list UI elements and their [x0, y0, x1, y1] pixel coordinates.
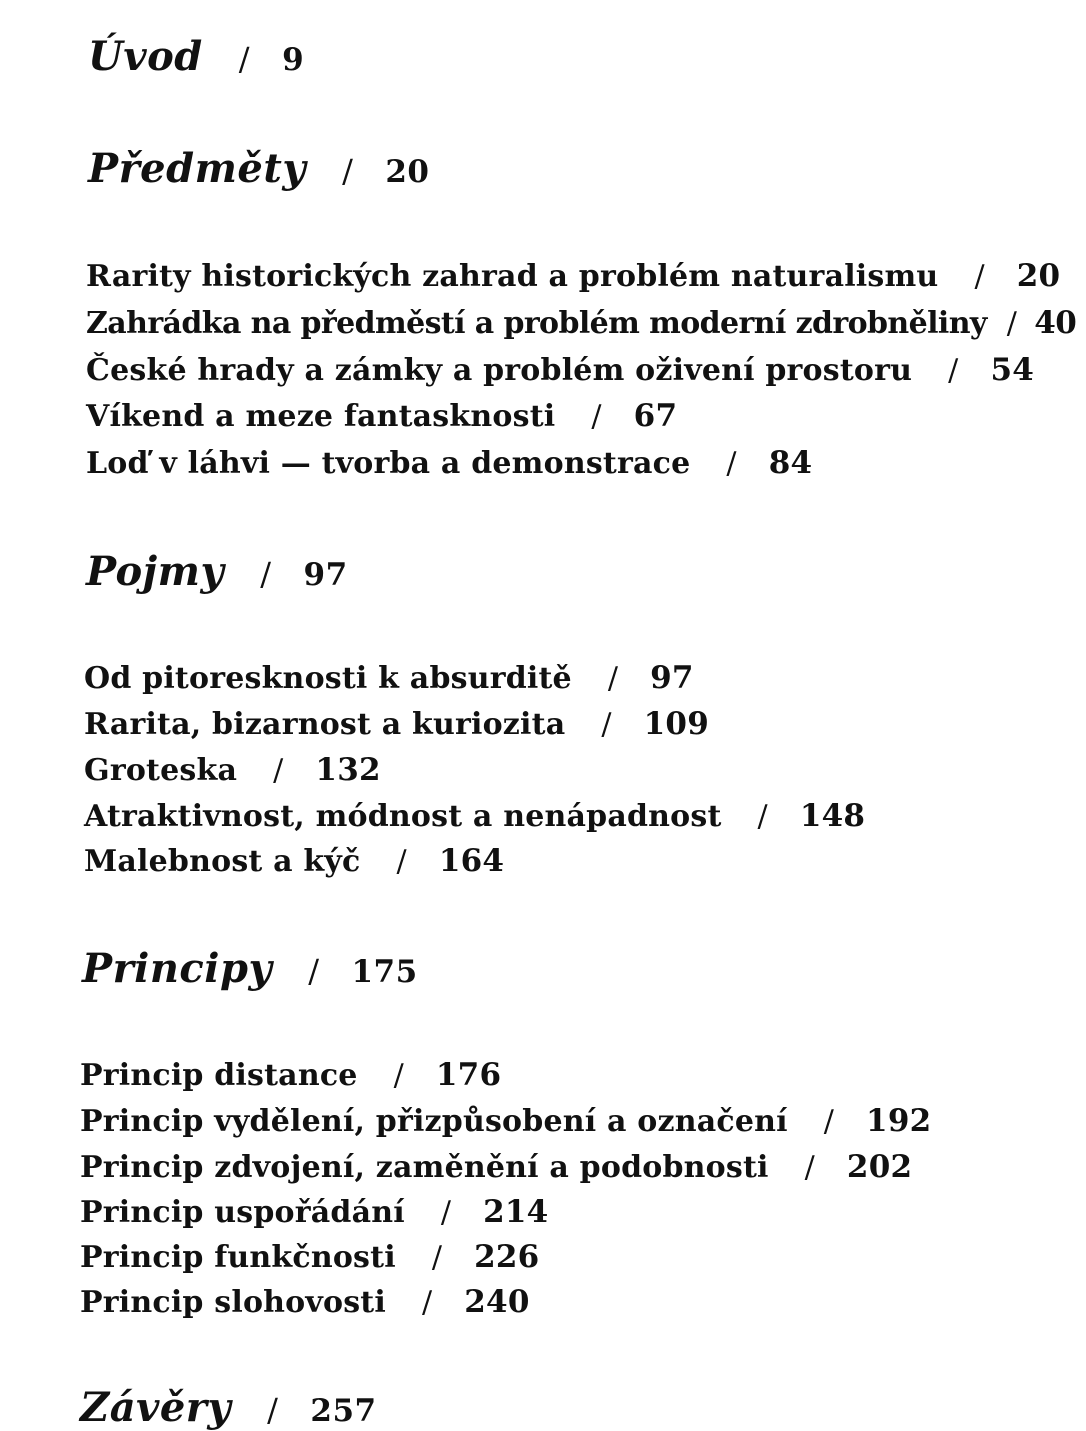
- entry-title: Rarity historických zahrad a problém naturalismu: [86, 259, 939, 294]
- toc-entry: [86, 305, 1076, 341]
- section-heading: [86, 548, 348, 595]
- toc-entry: [84, 752, 381, 788]
- separator: /: [238, 40, 251, 78]
- entry-title: Rarita, bizarnost a kuriozita: [84, 707, 566, 742]
- toc-entry: [80, 1057, 501, 1093]
- entry-page-number: 240: [464, 1284, 530, 1320]
- section-page-number: 20: [385, 154, 430, 190]
- separator: /: [440, 1195, 452, 1230]
- separator: /: [804, 1150, 815, 1185]
- entry-title: Groteska: [84, 753, 238, 788]
- entry-page-number: 109: [643, 706, 709, 742]
- entry-page-number: 97: [650, 660, 694, 696]
- section-heading: [88, 33, 304, 80]
- toc-entry: [84, 843, 504, 879]
- entry-title: Od pitoresknosti k absurditě: [84, 661, 572, 696]
- section-title: Úvod: [88, 33, 203, 80]
- section-page-number: 257: [310, 1393, 377, 1429]
- toc-entry: [80, 1239, 539, 1275]
- separator: /: [267, 1391, 279, 1429]
- toc-entry: [86, 398, 677, 434]
- entry-title: Princip zdvojení, zaměnění a podobnosti: [80, 1150, 769, 1185]
- entry-title: Princip slohovosti: [80, 1285, 386, 1320]
- separator: /: [308, 952, 320, 990]
- section-title: Principy: [82, 945, 273, 992]
- entry-title: České hrady a zámky a problém oživení prostoru: [86, 353, 913, 388]
- toc-entry: [80, 1149, 912, 1185]
- separator: /: [607, 661, 619, 696]
- separator: /: [591, 399, 602, 434]
- entry-page-number: 226: [474, 1239, 540, 1275]
- entry-page-number: 20: [1016, 258, 1061, 294]
- entry-page-number: 148: [799, 798, 866, 834]
- section-heading: [80, 1384, 377, 1431]
- section-page-number: 9: [282, 42, 305, 78]
- entry-page-number: 84: [768, 445, 813, 481]
- entry-title: Malebnost a kýč: [84, 844, 361, 879]
- entry-title: Princip uspořádání: [80, 1195, 405, 1230]
- separator: /: [273, 753, 284, 788]
- toc-entry: [86, 258, 1060, 294]
- section-page-number: 175: [351, 954, 418, 990]
- separator: /: [823, 1104, 835, 1139]
- separator: /: [1006, 306, 1017, 341]
- entry-page-number: 176: [435, 1057, 502, 1093]
- section-heading: [88, 145, 429, 192]
- toc-entry: [86, 352, 1034, 388]
- separator: /: [260, 555, 272, 593]
- entry-page-number: 54: [990, 352, 1035, 388]
- section-title: Předměty: [88, 145, 307, 192]
- separator: /: [431, 1240, 443, 1275]
- entry-title: Princip distance: [80, 1058, 358, 1093]
- entry-title: Loď v láhvi — tvorba a demonstrace: [86, 446, 691, 481]
- entry-page-number: 67: [633, 398, 678, 434]
- section-title: Závěry: [80, 1384, 232, 1431]
- separator: /: [342, 152, 354, 190]
- entry-page-number: 202: [846, 1149, 913, 1185]
- separator: /: [601, 707, 612, 742]
- separator: /: [974, 259, 985, 294]
- toc-entry: [80, 1103, 931, 1139]
- separator: /: [396, 844, 407, 879]
- entry-title: Víkend a meze fantasknosti: [86, 399, 556, 434]
- section-heading: [82, 945, 418, 992]
- entry-page-number: 192: [866, 1103, 932, 1139]
- toc-entry: [84, 660, 694, 696]
- section-title: Pojmy: [86, 548, 225, 595]
- toc-entry: [80, 1284, 530, 1320]
- entry-page-number: 132: [315, 752, 381, 788]
- toc-entry: [84, 798, 865, 834]
- entry-title: Princip vydělení, přizpůsobení a označení: [80, 1104, 788, 1139]
- separator: /: [421, 1285, 433, 1320]
- toc-entry: [84, 706, 709, 742]
- separator: /: [757, 799, 768, 834]
- entry-page-number: 214: [483, 1194, 549, 1230]
- separator: /: [948, 353, 959, 388]
- separator: /: [393, 1058, 404, 1093]
- toc-entry: [86, 445, 812, 481]
- entry-title: Atraktivnost, módnost a nenápadnost: [84, 799, 722, 834]
- section-page-number: 97: [303, 557, 348, 593]
- entry-page-number: 40: [1034, 305, 1077, 341]
- toc-entry: [80, 1194, 548, 1230]
- separator: /: [726, 446, 737, 481]
- entry-page-number: 164: [438, 843, 505, 879]
- entry-title: Princip funkčnosti: [80, 1240, 396, 1275]
- entry-title: Zahrádka na předměstí a problém moderní zdrobněliny: [86, 306, 987, 341]
